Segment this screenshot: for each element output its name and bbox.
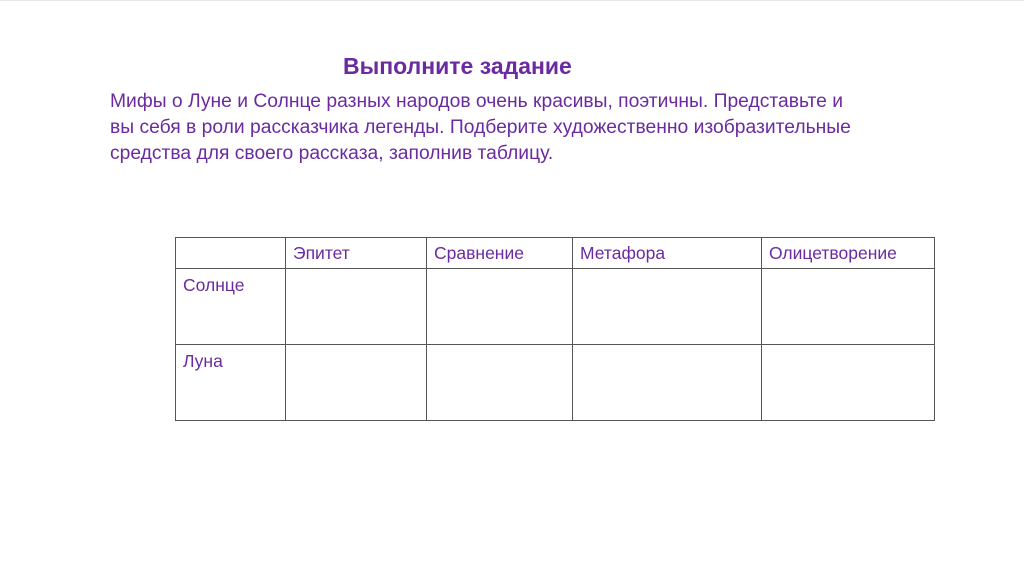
column-header-epithet: Эпитет xyxy=(286,238,427,269)
cell-sun-epithet[interactable] xyxy=(286,269,427,345)
task-description xyxy=(110,89,940,167)
table-corner-cell xyxy=(176,238,286,269)
task-description-line-3: средства для своего рассказа, заполнив таблицу. xyxy=(110,143,554,164)
cell-moon-comparison[interactable] xyxy=(427,345,573,421)
column-header-personification: Олицетворение xyxy=(762,238,935,269)
cell-sun-personification[interactable] xyxy=(762,269,935,345)
column-header-metaphor: Метафора xyxy=(573,238,762,269)
column-header-comparison: Сравнение xyxy=(427,238,573,269)
task-description-line-2: вы себя в роли рассказчика легенды. Подберите художественно изобразительные xyxy=(110,117,851,138)
cell-moon-metaphor[interactable] xyxy=(573,345,762,421)
cell-sun-metaphor[interactable] xyxy=(573,269,762,345)
table-row-sun xyxy=(176,269,935,345)
cell-moon-personification[interactable] xyxy=(762,345,935,421)
table-row-moon xyxy=(176,345,935,421)
slide-title: Выполните задание xyxy=(343,53,572,79)
row-label-sun: Солнце xyxy=(176,269,286,345)
table-header-row xyxy=(176,238,935,269)
cell-sun-comparison[interactable] xyxy=(427,269,573,345)
task-description-line-1: Мифы о Луне и Солнце разных народов очень красивы, поэтичны. Представьте и xyxy=(110,91,843,112)
row-label-moon: Луна xyxy=(176,345,286,421)
cell-moon-epithet[interactable] xyxy=(286,345,427,421)
devices-table xyxy=(175,237,935,421)
